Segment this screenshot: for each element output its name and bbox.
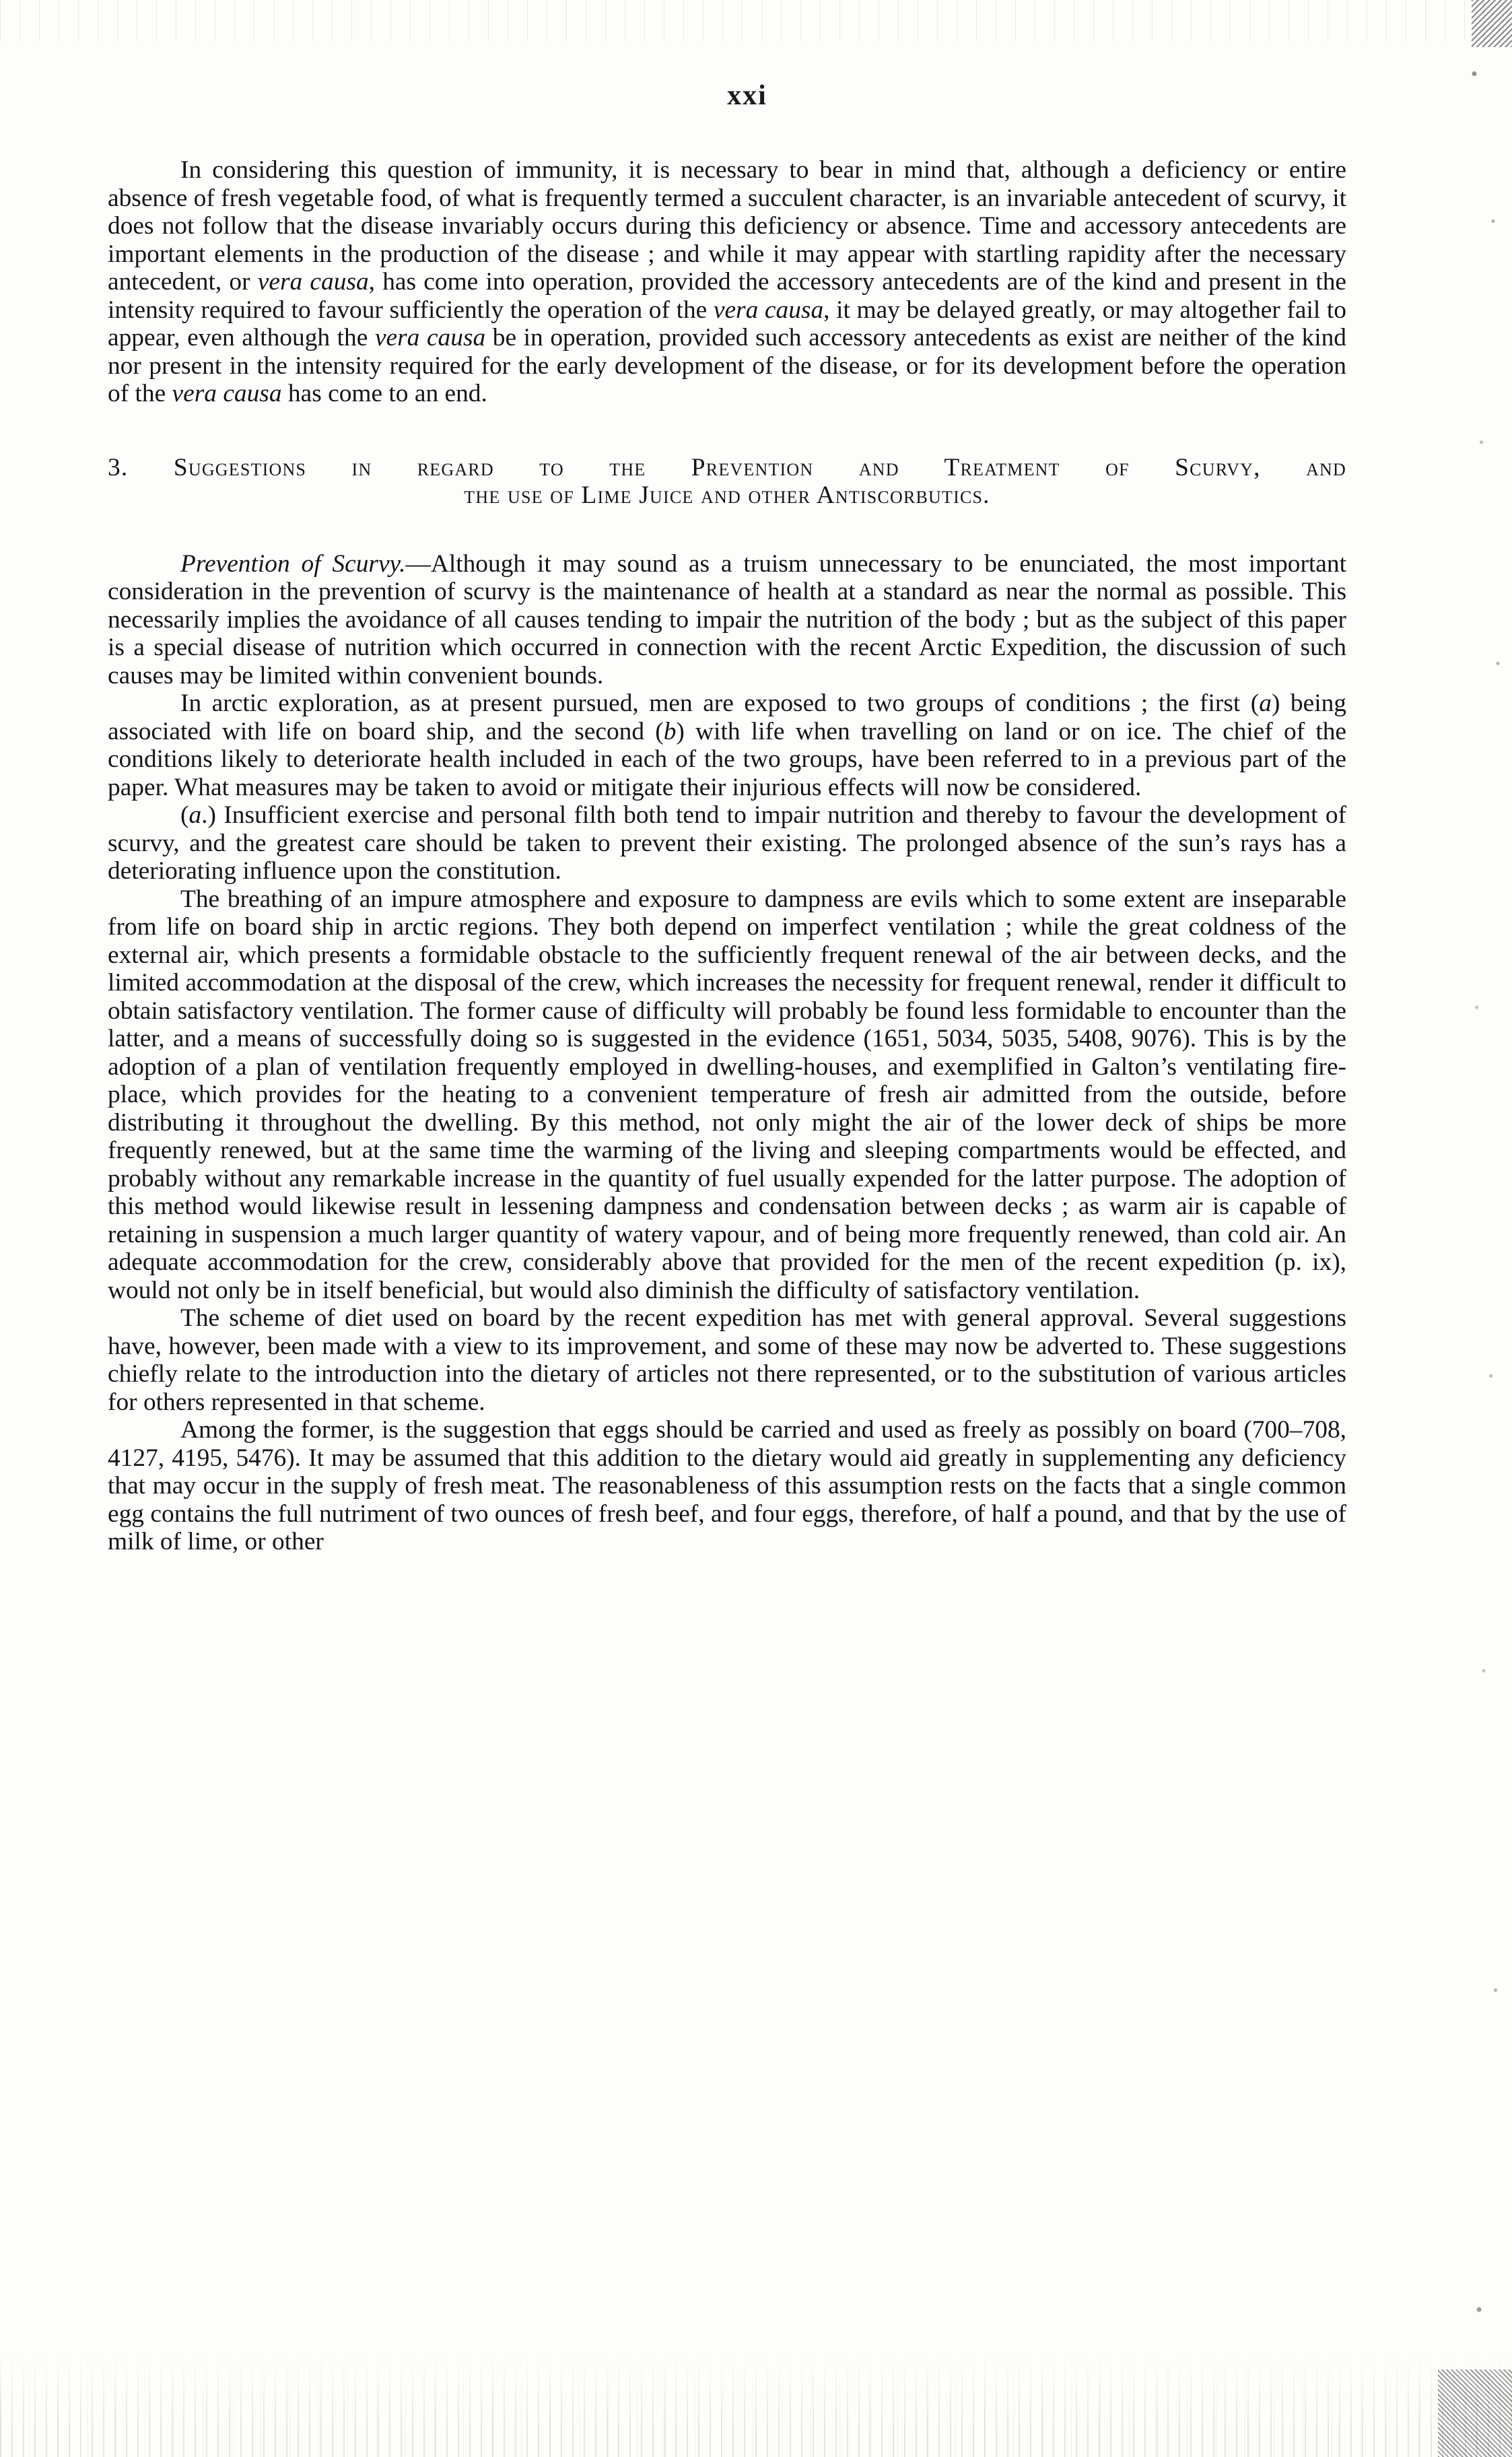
scan-noise-top: [0, 0, 1512, 40]
paragraphs-before-heading: [108, 156, 1346, 408]
section-paragraph-6: [108, 1416, 1346, 1556]
paragraphs-after-heading: [108, 550, 1346, 1556]
section-heading: [108, 454, 1346, 510]
text-run: .) Insufficient exercise and personal filth both tend to impair nutrition and thereby to favour the development of scurvy, and the greatest care should be taken to prevent their existing. The prolonged absence of the sun’s rays has a deteriorating influence upon the constitution.: [108, 801, 1346, 885]
section-paragraph-2: [108, 689, 1346, 801]
text-run: —Although it may sound as a truism unnecessary to be enunciated, the most important consideration in the prevention of scurvy is the maintenance of health at a standard as near the normal as possible. This necessarily implies the avoidance of all causes tending to impair the nutrition of the body ; but as the subject of this paper is a special disease of nutrition which occurred in connection with the recent Arctic Expedition, the discussion of such causes may be limited within convenient bounds.: [108, 549, 1346, 689]
italic-text: vera causa: [257, 268, 369, 296]
italic-text: vera causa: [172, 380, 282, 407]
section-paragraph-5: [108, 1304, 1346, 1416]
text-run: , it may be delayed greatly, or may altogether fail to appear, even although the: [108, 296, 1346, 351]
text-run: ) with life when travelling on land or on ice. The chief of the conditions likely to deteriorate health included in each of the two groups, have been referred to in a previous part of the paper. What measures may be taken to avoid or mitigate their injurious effects will now be considered.: [108, 717, 1347, 801]
italic-text: a: [1259, 689, 1272, 717]
section-heading-line-2: the use of Lime Juice and other Antiscorbutics.: [464, 481, 990, 509]
section-heading-line-1: 3. Suggestions in regard to the Prevention and Treatment of Scurvy, and: [108, 453, 1346, 481]
text-run: (: [180, 801, 189, 829]
text-run: In arctic exploration, as at present pursued, men are exposed to two groups of conditions ; the first (: [180, 689, 1260, 717]
intro-paragraph-1: [108, 156, 1346, 408]
page-number: xxi: [727, 80, 767, 111]
section-paragraph-4: [108, 885, 1346, 1305]
text-run: The breathing of an impure atmosphere and exposure to dampness are evils which to some extent are inseparable from life on board ship in arctic regions. They both depend on imperfect ventilation ; while the great coldness of the external air, which presents a formidable obstacle to the sufficiently frequent renewal of the air between decks, and the limited accommodation at the disposal of the crew, which increases the necessity for frequent renewal, render it difficult to obtain satisfactory ventilation. The former cause of difficulty will probably be found less formidable to encounter than the latter, and a means of successfully doing so is suggested in the evidence (1651, 5034, 5035, 5408, 9076). This is by the adoption of a plan of ventilation frequently employed in dwelling-houses, and exemplified in Galton’s ventilating fire-place, which provides for the heating to a convenient temperature of fresh air admitted from the outside, before distributing it throughout the dwelling. By this method, not only might the air of the lower deck of ships be more frequently renewed, but at the same time the warming of the living and sleeping compartments would be effected, and probably without any remarkable increase in the quantity of fuel usually expended for the latter purpose. The adoption of this method would likewise result in lessening dampness and condensation between decks ; as warm air is capable of retaining in suspension a much larger quantity of watery vapour, and of being more frequently renewed, than cold air. An adequate accommodation for the crew, considerably above that provided for the men of the recent expedition (p. ix), would not only be in itself beneficial, but would also diminish the difficulty of satisfactory ventilation.: [108, 885, 1346, 1304]
section-paragraph-1: [108, 550, 1346, 690]
text-run: Among the former, is the suggestion that eggs should be carried and used as freely as possibly on board (700–708, 4127, 4195, 5476). It may be assumed that this addition to the dietary would aid greatly in supplementing any deficiency that may occur in the supply of fresh meat. The reasonableness of this assumption rests on the facts that a single common egg contains the full nutriment of two ounces of fresh beef, and four eggs, therefore, of half a pound, and that by the use of milk of lime, or other: [108, 1416, 1346, 1555]
italic-text: vera causa: [713, 296, 824, 324]
text-run: has come to an end.: [281, 380, 487, 407]
text-run: The scheme of diet used on board by the recent expedition has met with general approval. Several suggestions have, however, been made with a view to its improvement, and some of these may now be adverted to. These suggestions chiefly relate to the introduction into the dietary of articles not there represented, or to the substitution of various articles for others represented in that scheme.: [108, 1304, 1346, 1416]
text-run: In considering this question of immunity, it is necessary to bear in mind that, although a deficiency or entire absence of fresh vegetable food, of what is frequently termed a succulent character, is an invariable antecedent of scurvy, it does not follow that the disease invariably occurs during this deficiency or absence. Time and accessory antecedents are important elements in the production of the disease ; and while it may appear with startling rapidity after the necessary antecedent, or: [108, 156, 1346, 296]
text-run: be in operation, provided such accessory antecedents as exist are neither of the kind nor present in the intensity required for the early development of the disease, or for its development before the operation of the: [108, 324, 1346, 407]
italic-text: a: [188, 801, 202, 829]
italic-text: vera causa: [374, 324, 486, 351]
scan-noise-bottom-right-corner: [1438, 2369, 1512, 2457]
scan-noise-right-margin: [1465, 0, 1512, 2457]
italic-text: Prevention of Scurvy.: [180, 549, 406, 578]
scan-noise-bottom-edge: [0, 2356, 1512, 2457]
body-text: [108, 156, 1346, 1556]
scan-noise-top-right-corner: [1472, 0, 1512, 47]
section-paragraph-3: [108, 801, 1346, 885]
text-run: , has come into operation, provided the accessory antecedents are of the kind and present in the intensity required to favour sufficiently the operation of the: [108, 268, 1346, 324]
text-run: ) being associated with life on board ship, and the second (: [108, 689, 1346, 745]
italic-text: b: [663, 717, 677, 745]
